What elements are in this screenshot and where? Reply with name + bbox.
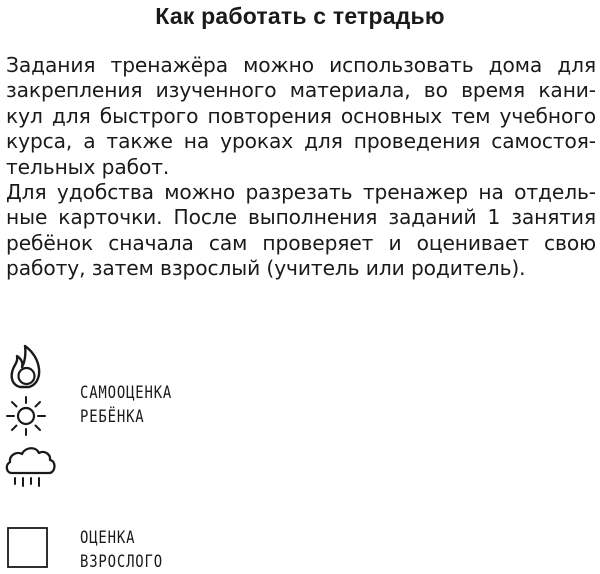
self-assessment-line-2: РЕБЁНКА [80,407,145,427]
self-assessment-line-1: САМООЦЕНКА [80,383,173,403]
rain-cloud-icon [4,443,58,491]
paragraph-2-line-1: Для удобства можно разрезать тренажер на отдель- [6,180,596,205]
adult-assessment-line-2: ВЗРОСЛОГО [80,552,163,572]
paragraph-1-line-3: кул для быстрого повторения основных тем учебного [6,103,596,128]
adult-assessment-line-1: ОЦЕНКА [80,528,136,548]
paragraph-2-line-2: ные карточки. После выполнения заданий 1 занятия [6,205,596,230]
paragraph-1-line-1: Задания тренажёра можно использовать дома для [6,53,596,77]
instructions-text [6,53,596,282]
sun-icon [2,393,50,441]
paragraph-1-line-4: курса, а также на уроках для проведения самостоя- [6,129,596,154]
paragraph-1-line-2: закрепления изученного материала, во время кани- [6,78,596,103]
paragraph-2-line-4: работу, затем взрослый (учитель или родитель). [6,256,526,281]
empty-box-icon [6,526,50,570]
paragraph-2-line-3: ребёнок сначала сам проверяет и оценивает свою [6,230,596,255]
fire-icon [8,343,46,389]
self-assessment-label [80,381,172,429]
adult-assessment-label [80,526,163,574]
page-title: Как работать с тетрадью [155,3,445,29]
paragraph-1-line-5: тельных работ. [6,154,170,179]
